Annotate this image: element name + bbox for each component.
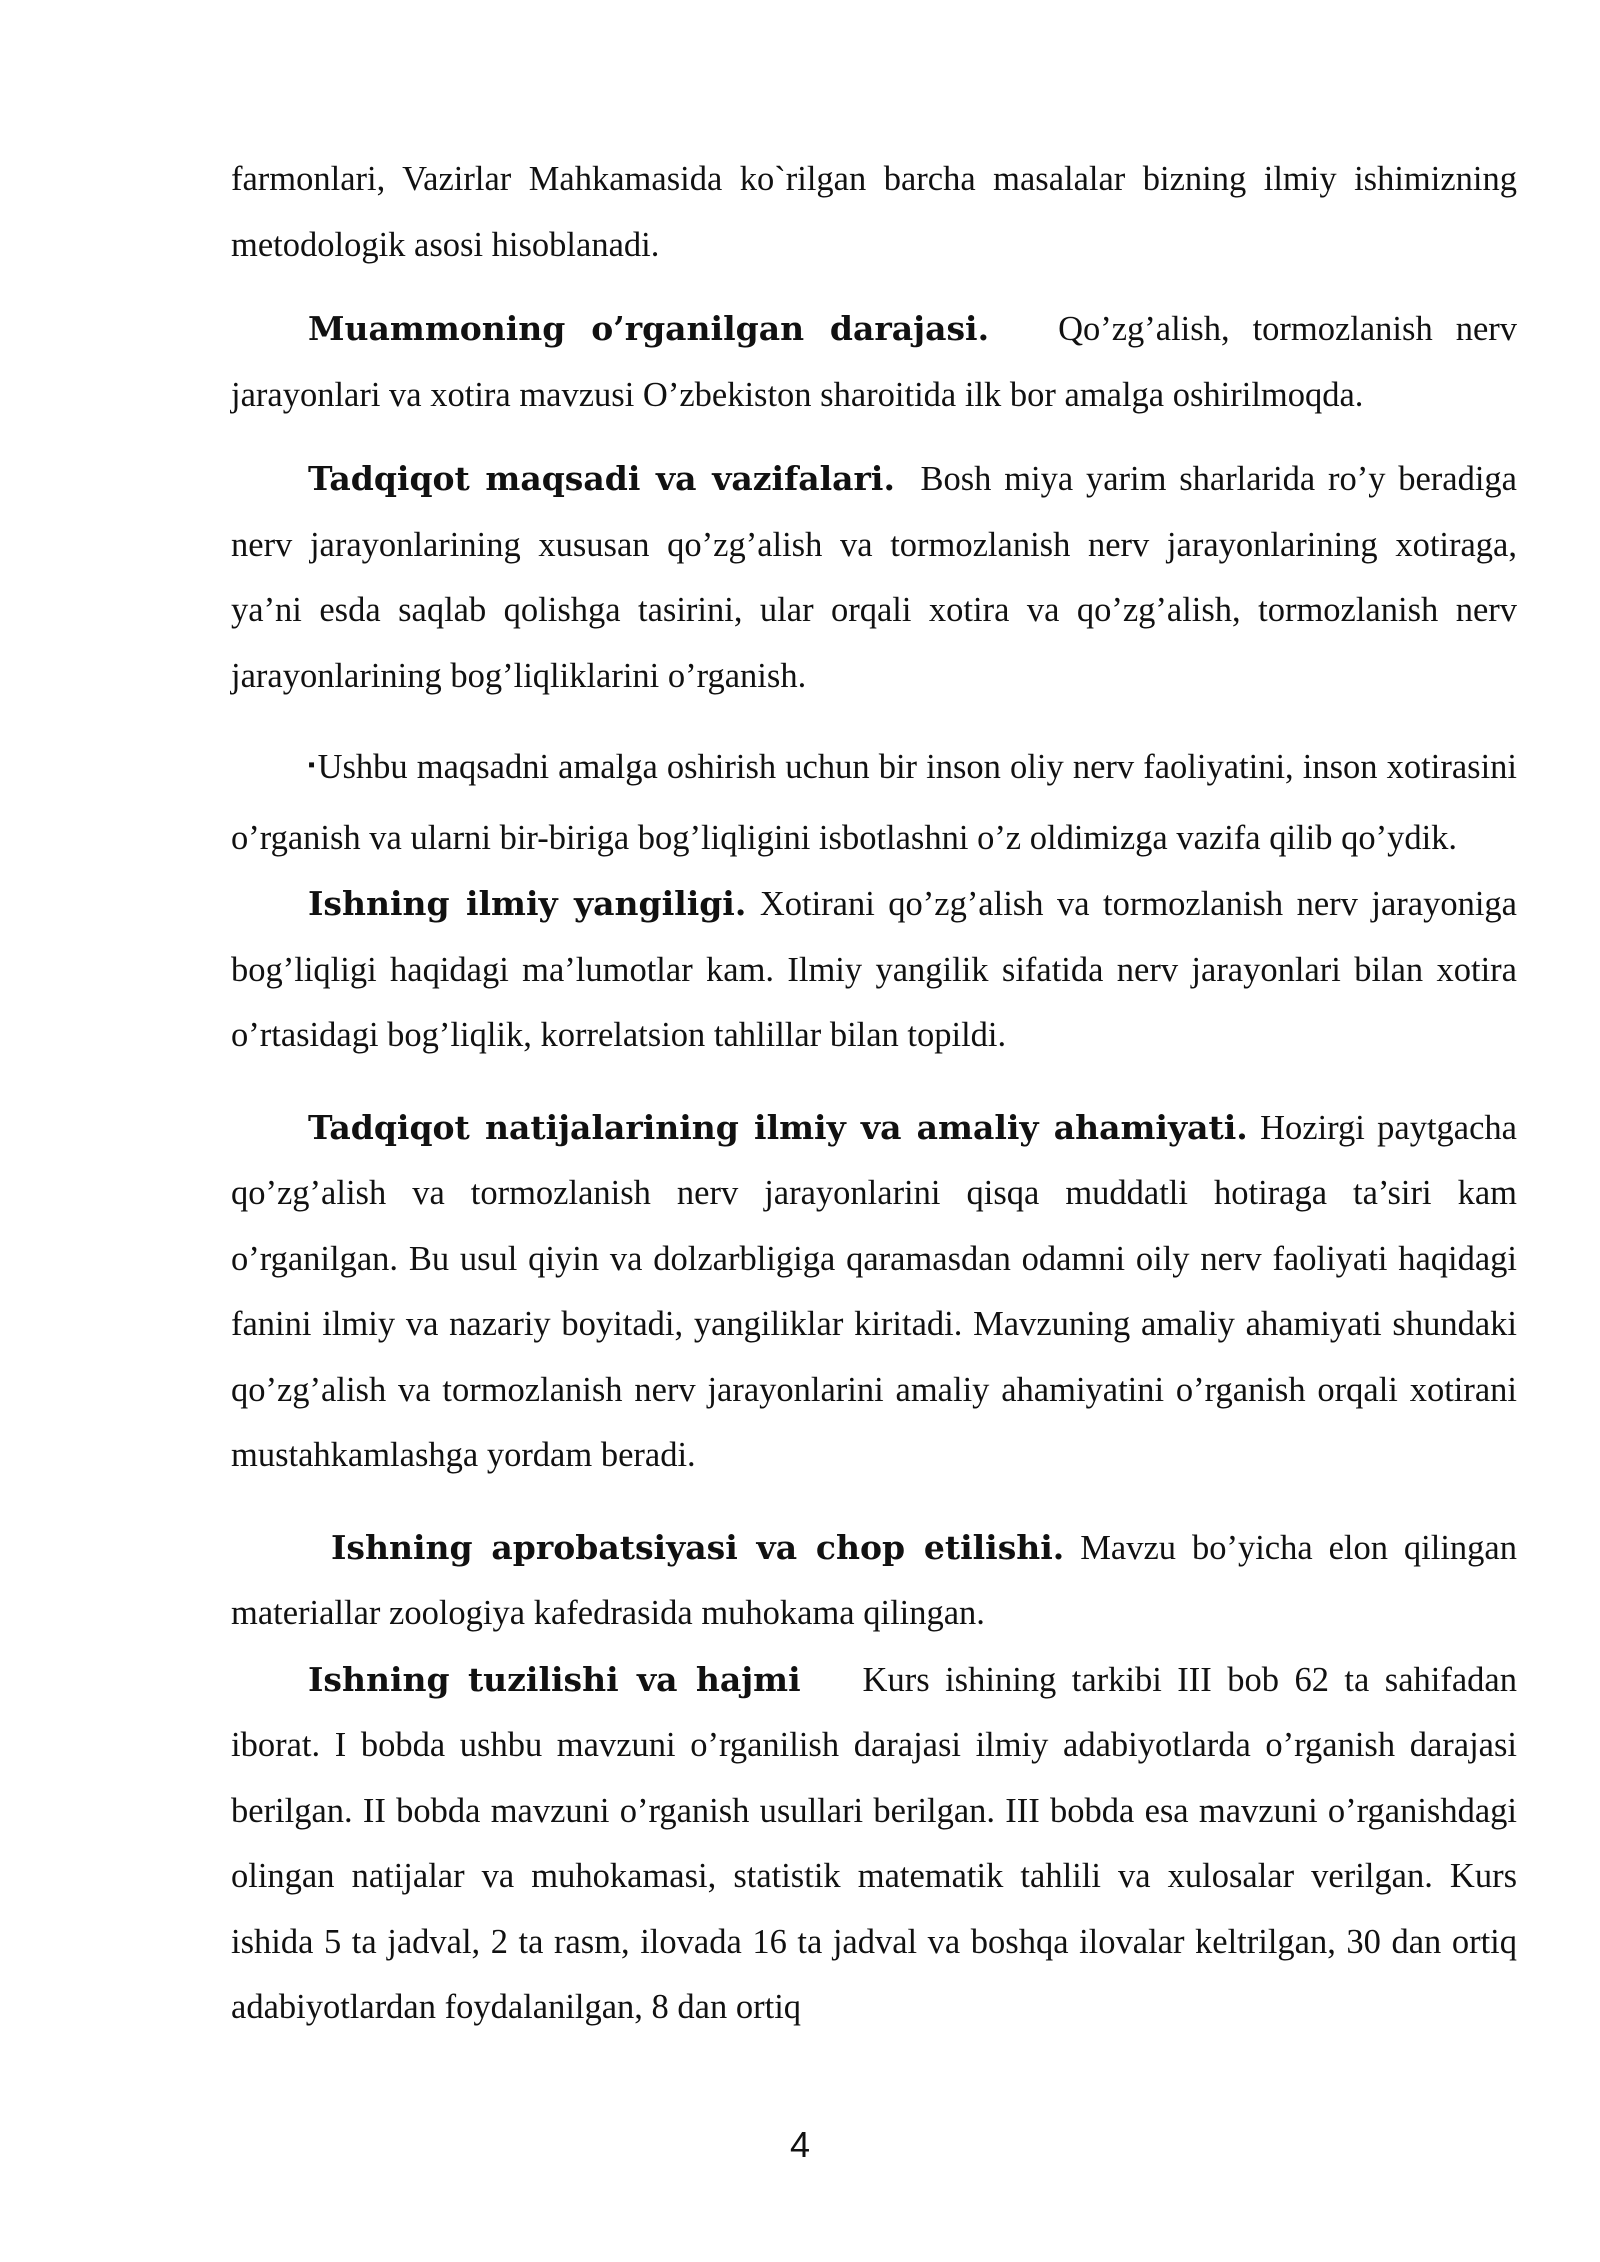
- section-heading: Muammoning o’rganilgan darajasi.: [308, 309, 990, 348]
- section-novelty: [231, 871, 1517, 1069]
- section-structure: [231, 1647, 1517, 2041]
- section-text: Hozirgi paytgacha qo’zg’alish va tormozlanish nerv jarayonlarini qisqa muddatli hotiraga ta’siri kam o’rganilgan. Bu usul qiyin va dolzarbligiga qaramasdan odamni oily nerv faoliyati haqidagi fanini ilmiy va nazariy boyitadi, yangiliklar kiritadi. Mavzuning amaliy ahamiyati shundaki qo’zg’alish va tormozlanish nerv jarayonlarini amaliy ahamiyatini o’rganish orqali xotirani mustahkamlashga yordam beradi.: [231, 1108, 1517, 1474]
- section-significance: [231, 1095, 1517, 1489]
- section-text: Mavzu bo’yicha elon qilingan materiallar zoologiya kafedrasida muhokama qilingan.: [231, 1528, 1517, 1632]
- section-heading: Tadqiqot natijalarining ilmiy va amaliy ahamiyati.: [308, 1107, 1248, 1147]
- square-bullet-icon: ▪: [308, 754, 316, 776]
- bullet-text: Ushbu maqsadni amalga oshirish uchun bir inson oliy nerv faoliyatini, inson xotirasini o’rganish va ularni bir-biriga bog’liqligini isbotlashni o’z oldimizga vazifa qilib qo’ydik.: [231, 748, 1517, 857]
- section-research-degree: [231, 296, 1517, 428]
- section-heading: Ishning ilmiy yangiligi.: [308, 884, 747, 923]
- section-heading: Tadqiqot maqsadi va vazifalari.: [308, 459, 895, 498]
- section-text: Xotirani qo’zg’alish va tormozlanish nerv jarayoniga bog’liqligi haqidagi ma’lumotlar kam. Ilmiy yangilik sifatida nerv jarayonlari bilan xotira o’rtasidagi bog’liqlik, korrelatsion tahlillar bilan topildi.: [231, 885, 1517, 1054]
- section-text: Kurs ishining tarkibi III bob 62 ta sahifadan iborat. I bobda ushbu mavzuni o’rganilish darajasi ilmiy adabiyotlarda o’rganish darajasi berilgan. II bobda mavzuni o’rganish usullari berilgan. III bobda esa mavzuni o’rganishdagi olingan natijalar va muhokamasi, statistik matematik tahlili va xulosalar verilgan. Kurs ishida 5 ta jadval, 2 ta rasm, ilovada 16 ta jadval va boshqa ilovalar keltrilgan, 30 dan ortiq adabiyotlardan foydalanilgan, 8 dan ortiq: [231, 1660, 1517, 2026]
- document-body: [231, 147, 1517, 2041]
- bullet-paragraph: [231, 735, 1517, 871]
- page-number: 4: [789, 2124, 811, 2165]
- section-text: Bosh miya yarim sharlarida ro’y beradiga nerv jarayonlarining xususan qo’zg’alish va tormozlanish nerv jarayonlarining xotiraga, ya’ni esda saqlab qolishga tasirini, ular orqali xotira va qo’zg’alish, tormozlanish nerv jarayonlarining bog’liqliklarini o’rganish.: [231, 460, 1517, 695]
- section-text: Qo’zg’alish, tormozlanish nerv jarayonlari va xotira mavzusi O’zbekiston sharoitida ilk bor amalga oshirilmoqda.: [231, 310, 1517, 414]
- section-approbation: [231, 1515, 1517, 1647]
- section-heading: Ishning tuzilishi va hajmi: [308, 1659, 801, 1699]
- section-heading: Ishning aprobatsiyasi va chop etilishi.: [331, 1527, 1065, 1567]
- section-goals: [231, 446, 1517, 709]
- intro-paragraph: farmonlari, Vazirlar Mahkamasida ko`rilgan barcha masalalar bizning ilmiy ishimizning metodologik asosi hisoblanadi.: [231, 160, 1517, 264]
